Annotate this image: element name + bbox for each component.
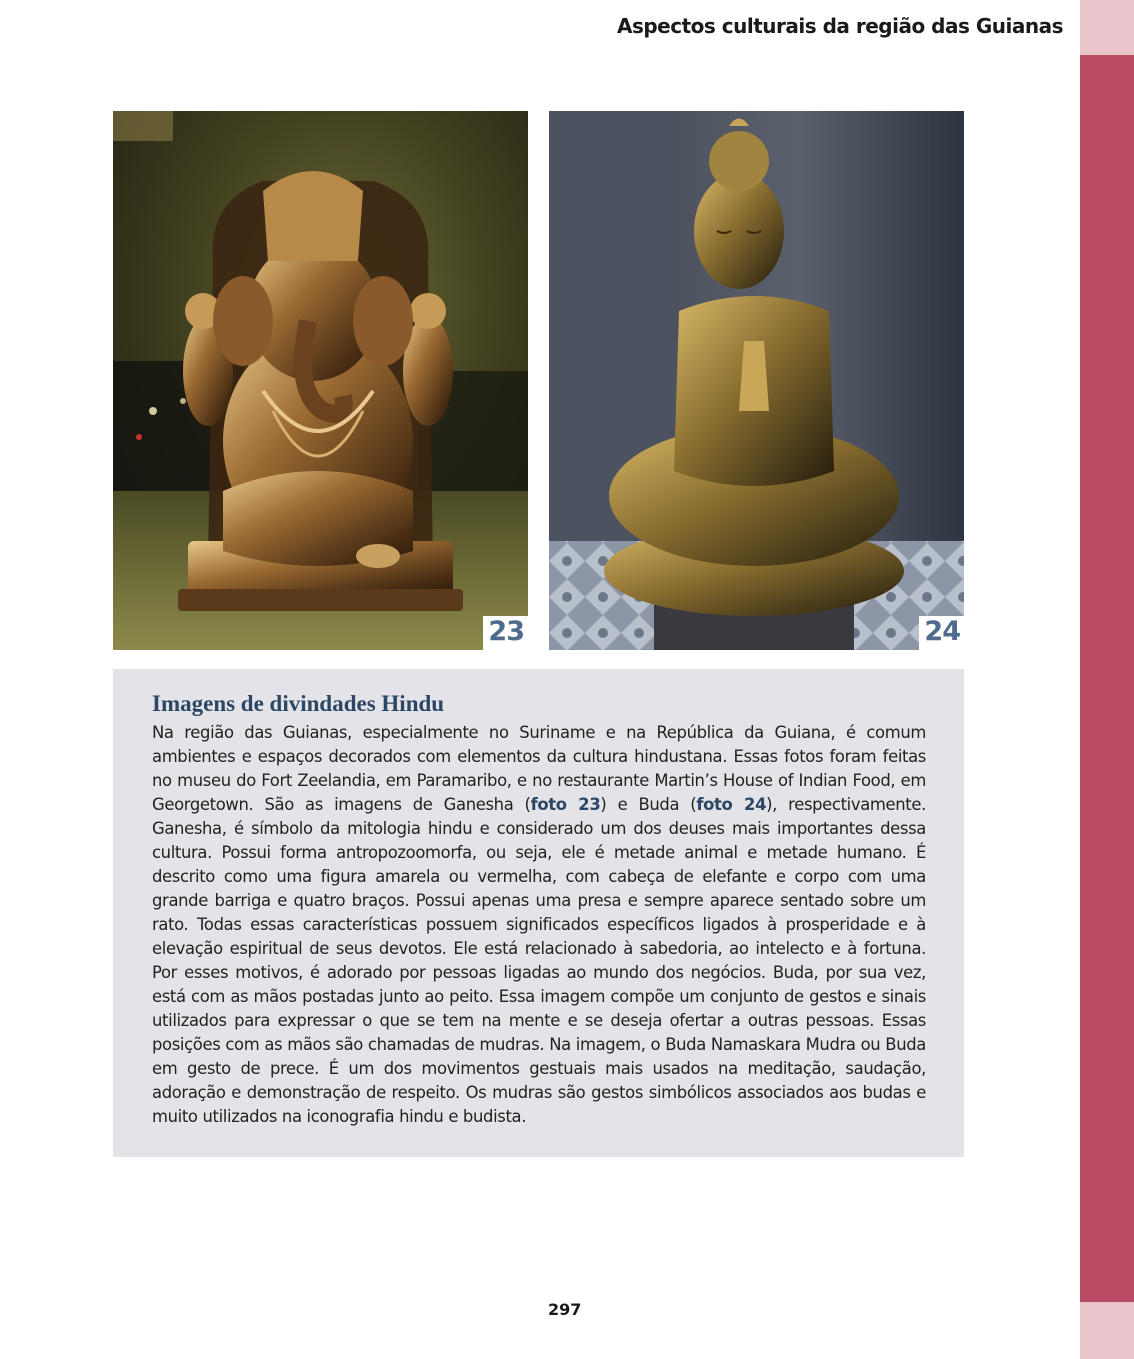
running-title: Aspectos culturais da região das Guianas <box>616 14 1063 38</box>
box-body <box>152 721 926 1129</box>
side-tab-top <box>1080 0 1134 55</box>
photo-number-24: 24 <box>919 616 964 650</box>
photo-reference-23: foto 23 <box>530 795 601 814</box>
photo-reference-24: foto 24 <box>696 795 767 814</box>
side-tab-bottom <box>1080 1302 1134 1359</box>
ganesha-statue-image <box>113 111 528 650</box>
side-tab <box>1080 55 1134 1302</box>
buddha-statue-image <box>549 111 964 650</box>
body-text-part-1: Na região das Guianas, especialmente no Suriname e na República da Guiana, é comum ambientes e espaços decorados com elementos da cultura hindustana. Essas fotos foram feitas no museu do Fort Zeelandia, em Paramaribo, e no restaurante Martin’s House of Indian Food, em Georgetown. São as imagens de Ganesha ( <box>152 723 926 814</box>
photo-number-23: 23 <box>483 616 528 650</box>
page-number: 297 <box>548 1300 582 1319</box>
photo-buddha <box>549 111 964 650</box>
info-box <box>113 669 964 1157</box>
body-text-part-3: ), respectivamente. Ganesha, é símbolo da mitologia hindu e considerado um dos deuses mais importantes dessa cultura. Possui forma antropozoomorfa, ou seja, ele é metade animal e metade humano. É descrito como uma figura amarela ou vermelha, com cabeça de elefante e corpo com uma grande barriga e quatro braços. Possui apenas uma presa e sempre aparece sentado sobre um rato. Todas essas características possuem significados específicos ligados à prosperidade e à elevação espiritual de seus devotos. Ele está relacionado à sabedoria, ao intelecto e à fortuna. Por esses motivos, é adorado por pessoas ligadas ao mundo dos negócios. Buda, por sua vez, está com as mãos postadas junto ao peito. Essa imagem compõe um conjunto de gestos e sinais utilizados para expressar o que se tem na mente e se deseja ofertar a outras pessoas. Essas posições com as mãos são chamadas de mudras. Na imagem, o Buda Namaskara Mudra ou Buda em gesto de prece. É um dos movimentos gestuais mais usados na meditação, saudação, adoração e demonstração de respeito. Os mudras são gestos simbólicos associados aos budas e muito utilizados na iconografia hindu e budista. <box>152 795 926 1126</box>
body-text-part-2: ) e Buda ( <box>600 795 697 814</box>
photo-ganesha <box>113 111 528 650</box>
box-title: Imagens de divindades Hindu <box>152 691 445 716</box>
